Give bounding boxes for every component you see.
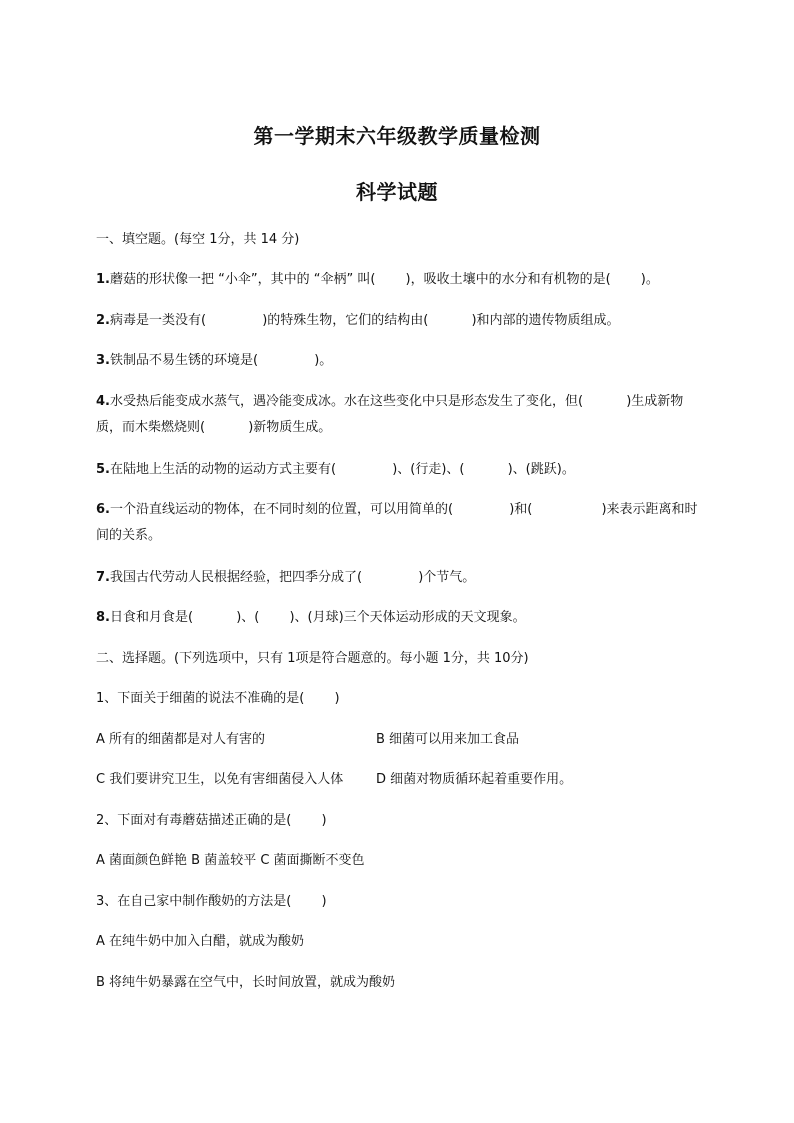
section2-heading: 二、选择题。(下列选项中，只有 1项是符合题意的。每小题 1分，共 10分) <box>96 651 529 666</box>
section1-heading: 一、填空题。(每空 1分，共 14 分) <box>96 232 300 247</box>
question-number: 5. <box>96 462 110 477</box>
option-d: D 细菌对物质循环起着重要作用。 <box>376 772 573 787</box>
question-number: 3. <box>96 353 110 368</box>
mc-question-2-options: A 菌面颜色鲜艳 B 菌盖较平 C 菌面撕断不变色 <box>96 853 365 868</box>
question-text: 日食和月食是( )、( )、(月球)三个天体运动形成的天文现象。 <box>109 610 526 625</box>
option-c: C 我们要讲究卫生，以免有害细菌侵入人体 <box>96 772 344 787</box>
question-7 <box>96 565 706 591</box>
question-6 <box>96 497 704 549</box>
question-2 <box>96 308 706 334</box>
option-a: A 在纯牛奶中加入白醋，就成为酸奶 <box>96 934 305 949</box>
question-1 <box>96 267 706 293</box>
question-number: 6. <box>96 502 110 517</box>
question-text: 水受热后能变成水蒸气，遇冷能变成冰。水在这些变化中只是形态发生了变化，但( )生成新物质，而木柴燃烧则( )新物质生成。 <box>96 394 684 435</box>
mc-question-3-stem: 3、在自己家中制作酸奶的方法是( ) <box>96 894 327 909</box>
mc-question-2-stem: 2、下面对有毒蘑菇描述正确的是( ) <box>96 813 327 828</box>
question-text: 我国古代劳动人民根据经验，把四季分成了( )个节气。 <box>109 570 476 585</box>
question-5 <box>96 457 706 483</box>
exam-title: 第一学期末六年级教学质量检测 <box>253 124 541 148</box>
question-number: 1. <box>96 272 110 287</box>
question-text: 蘑菇的形状像一把 “小伞”，其中的 “伞柄” 叫( )，吸收土壤中的水分和有机物的是( )。 <box>109 272 659 287</box>
question-text: 在陆地上生活的动物的运动方式主要有( )、(行走)、( )、(跳跃)。 <box>109 462 575 477</box>
exam-subtitle: 科学试题 <box>356 180 438 204</box>
question-8 <box>96 605 706 631</box>
question-text: 铁制品不易生锈的环境是( )。 <box>109 353 333 368</box>
mc-question-1-options-row2 <box>96 767 706 793</box>
question-text: 一个沿直线运动的物体，在不同时刻的位置，可以用简单的( )和( )来表示距离和时间的关系。 <box>96 502 698 543</box>
question-number: 4. <box>96 394 110 409</box>
question-text: 病毒是一类没有( )的特殊生物，它们的结构由( )和内部的遗传物质组成。 <box>109 313 620 328</box>
option-a: A 所有的细菌都是对人有害的 <box>96 732 266 747</box>
question-3 <box>96 348 706 374</box>
option-b: B 细菌可以用来加工食品 <box>376 732 520 747</box>
mc-question-1-stem: 1、下面关于细菌的说法不准确的是( ) <box>96 691 340 706</box>
option-b: B 将纯牛奶暴露在空气中，长时间放置，就成为酸奶 <box>96 975 396 990</box>
question-number: 8. <box>96 610 110 625</box>
mc-question-1-options-row1 <box>96 727 706 753</box>
question-4 <box>96 389 704 441</box>
question-number: 7. <box>96 570 110 585</box>
question-number: 2. <box>96 313 110 328</box>
